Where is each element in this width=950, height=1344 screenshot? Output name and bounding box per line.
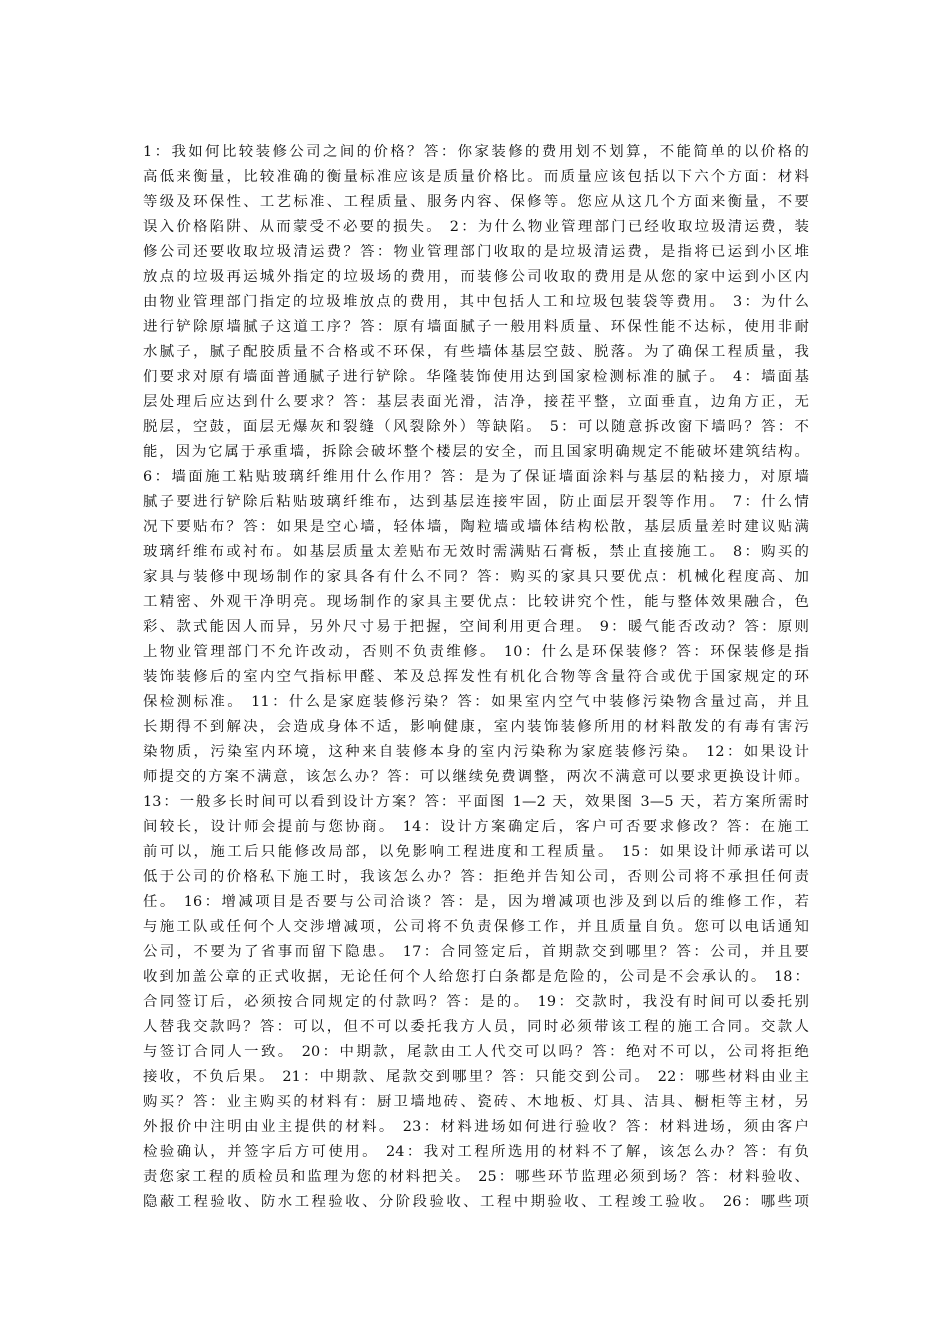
text-line: 工精密、外观干净明亮。现场制作的家具主要优点：比较讲究个性，能与整体效果融合，色 <box>143 594 809 610</box>
text-line: 进行铲除原墙腻子这道工序？答：原有墙面腻子一般用料质量、环保性能不达标，使用非耐 <box>143 319 809 335</box>
text-line: 彩、款式能因人而异，另外尺寸易于把握，空间利用更合理。 9：暖气能否改动？答：原则 <box>143 619 809 635</box>
text-line: 们要求对原有墙面普通腻子进行铲除。华隆装饰使用达到国家检测标准的腻子。 4：墙面基 <box>143 369 809 385</box>
text-line: 前可以，施工后只能修改局部，以免影响工程进度和工程质量。 15：如果设计师承诺可以 <box>143 844 809 860</box>
text-line: 隐蔽工程验收、防水工程验收、分阶段验收、工程中期验收、工程竣工验收。 26：哪些项 <box>143 1194 809 1210</box>
text-line: 接收，不负后果。 21：中期款、尾款交到哪里？答：只能交到公司。 22：哪些材料由业主 <box>143 1069 809 1085</box>
text-line: 装饰装修后的室内空气指标甲醛、苯及总挥发性有机化合物等含量符合或优于国家规定的环 <box>143 669 809 685</box>
text-line: 能，因为它属于承重墙，拆除会破坏整个楼层的安全，而且国家明确规定不能破坏建筑结构。 <box>143 444 809 460</box>
text-line: 合同签订后，必须按合同规定的付款吗？答：是的。 19：交款时，我没有时间可以委托别 <box>143 994 809 1010</box>
text-line: 公司，不要为了省事而留下隐患。 17：合同签定后，首期款交到哪里？答：公司，并且要 <box>143 944 809 960</box>
text-line: 修公司还要收取垃圾清运费？答：物业管理部门收取的是垃圾清运费，是指将已运到小区堆 <box>143 244 809 260</box>
text-line: 1：我如何比较装修公司之间的价格？答：你家装修的费用划不划算，不能简单的以价格的 <box>143 144 809 160</box>
text-line: 腻子要进行铲除后粘贴玻璃纤维布，达到基层连接牢固，防止面层开裂等作用。 7：什么情 <box>143 494 809 510</box>
text-line: 任。 16：增减项目是否要与公司洽谈？答：是，因为增减项也涉及到以后的维修工作，若 <box>143 894 809 910</box>
text-line: 高低来衡量，比较准确的衡量标准应该是质量价格比。而质量应该包括以下六个方面：材料 <box>143 169 809 185</box>
text-line: 脱层，空鼓，面层无爆灰和裂缝（风裂除外）等缺陷。 5：可以随意拆改窗下墙吗？答：不 <box>143 419 809 435</box>
text-line: 师提交的方案不满意，该怎么办？答：可以继续免费调整，两次不满意可以要求更换设计师。 <box>143 769 809 785</box>
text-line: 购买？答：业主购买的材料有：厨卫墙地砖、瓷砖、木地板、灯具、洁具、橱柜等主材，另 <box>143 1094 809 1110</box>
text-line: 染物质，污染室内环境，这种来自装修本身的室内污染称为家庭装修污染。 12：如果设计 <box>143 744 809 760</box>
text-line: 玻璃纤维布或衬布。如基层质量太差贴布无效时需满贴石膏板，禁止直接施工。 8：购买的 <box>143 544 809 560</box>
text-line: 水腻子，腻子配胶质量不合格或不环保，有些墙体基层空鼓、脱落。为了确保工程质量，我 <box>143 344 809 360</box>
text-line: 放点的垃圾再运城外指定的垃圾场的费用，而装修公司收取的费用是从您的家中运到小区内 <box>143 269 809 285</box>
faq-body-text <box>143 140 809 1215</box>
text-line: 人替我交款吗？答：可以，但不可以委托我方人员，同时必须带该工程的施工合同。交款人 <box>143 1019 809 1035</box>
text-line: 低于公司的价格私下施工时，我该怎么办？答：拒绝并告知公司，否则公司将不承担任何责 <box>143 869 809 885</box>
text-line: 层处理后应达到什么要求？答：基层表面光滑，洁净，接茬平整，立面垂直，边角方正，无 <box>143 394 809 410</box>
text-line: 收到加盖公章的正式收据，无论任何个人给您打白条都是危险的，公司是不会承认的。 18： <box>143 969 809 985</box>
text-line: 检验确认，并签字后方可使用。 24：我对工程所选用的材料不了解，该怎么办？答：有负 <box>143 1144 809 1160</box>
text-line: 间较长，设计师会提前与您协商。 14：设计方案确定后，客户可否要求修改？答：在施工 <box>143 819 809 835</box>
text-line: 上物业管理部门不允许改动，否则不负责维修。 10：什么是环保装修？答：环保装修是指 <box>143 644 809 660</box>
text-line: 外报价中注明由业主提供的材料。 23：材料进场如何进行验收？答：材料进场，须由客户 <box>143 1119 809 1135</box>
text-line: 责您家工程的质检员和监理为您的材料把关。 25：哪些环节监理必须到场？答：材料验收、 <box>143 1169 809 1185</box>
text-line: 与签订合同人一致。 20：中期款，尾款由工人代交可以吗？答：绝对不可以，公司将拒绝 <box>143 1044 809 1060</box>
text-line: 13：一般多长时间可以看到设计方案？答：平面图 1—2 天，效果图 3—5 天，若方案所需时 <box>143 794 809 810</box>
text-line: 与施工队或任何个人交涉增减项，公司将不负责保修工作，并且质量自负。您可以电话通知 <box>143 919 809 935</box>
text-line: 长期得不到解决，会造成身体不适，影响健康，室内装饰装修所用的材料散发的有毒有害污 <box>143 719 809 735</box>
text-line: 误入价格陷阱、从而蒙受不必要的损失。 2：为什么物业管理部门已经收取垃圾清运费，装 <box>143 219 809 235</box>
text-line: 保检测标准。 11：什么是家庭装修污染？答：如果室内空气中装修污染物含量过高，并且 <box>143 694 809 710</box>
text-line: 家具与装修中现场制作的家具各有什么不同？答：购买的家具只要优点：机械化程度高、加 <box>143 569 809 585</box>
text-line: 6：墙面施工粘贴玻璃纤维用什么作用？答：是为了保证墙面涂料与基层的粘接力，对原墙 <box>143 469 809 485</box>
text-line: 由物业管理部门指定的垃圾堆放点的费用，其中包括人工和垃圾包装袋等费用。 3：为什么 <box>143 294 809 310</box>
text-line: 等级及环保性、工艺标准、工程质量、服务内容、保修等。您应从这几个方面来衡量，不要 <box>143 194 809 210</box>
text-line: 况下要贴布？答：如果是空心墙，轻体墙，陶粒墙或墙体结构松散，基层质量差时建议贴满 <box>143 519 809 535</box>
